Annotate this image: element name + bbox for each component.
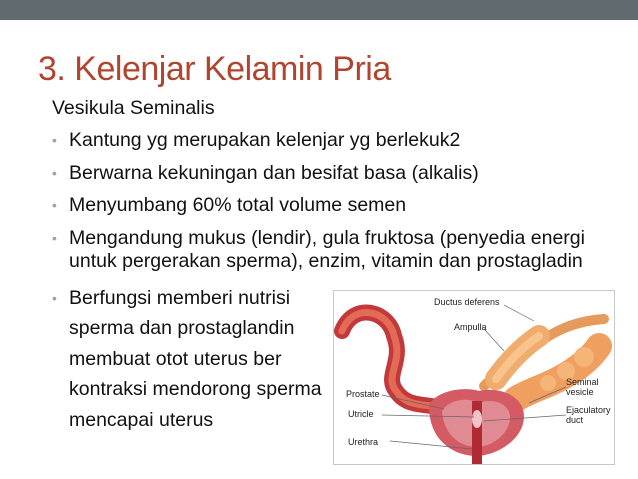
top-bar <box>0 0 638 20</box>
bullet-dot: • <box>52 229 57 246</box>
bullet-text: Berwarna kekuningan dan besifat basa (alkalis) <box>69 161 479 184</box>
label-seminal-vesicle: Seminal <box>566 377 599 387</box>
bullet-item <box>52 194 612 218</box>
slide-subtitle: Vesikula Seminalis <box>52 97 215 119</box>
slide-title: 3. Kelenjar Kelamin Pria <box>38 50 391 88</box>
label-seminal-vesicle: vesicle <box>566 387 594 397</box>
anatomy-illustration <box>333 290 615 465</box>
label-ejaculatory-duct: duct <box>566 415 584 425</box>
bullet-text: Berfungsi memberi nutrisi sperma dan prostaglandin membuat otot uterus ber kontraksi mendorong sperma mencapai uterus <box>69 286 322 431</box>
label-urethra: Urethra <box>348 437 379 447</box>
label-ampulla: Ampulla <box>454 322 487 332</box>
bullet-text: Kantung yg merupakan kelenjar yg berlekuk2 <box>69 129 461 151</box>
label-ductus-deferens: Ductus deferens <box>434 297 500 307</box>
bullet-dot: • <box>52 132 57 148</box>
bullet-text: Menyumbang 60% total volume semen <box>69 194 407 216</box>
bullet-text: Mengandung mukus (lendir), gula fruktosa (penyedia energi untuk pergerakan sperma), enzim, vitamin dan prostagladin <box>69 226 585 272</box>
label-utricle: Utricle <box>348 409 374 419</box>
label-ejaculatory-duct: Ejaculatory <box>566 405 611 415</box>
bullet-item <box>52 227 612 274</box>
bullet-dot: • <box>52 197 57 213</box>
label-prostate: Prostate <box>346 389 380 399</box>
bullet-item <box>52 162 612 186</box>
bullet-item <box>52 129 612 153</box>
bullet-dot: • <box>52 289 57 306</box>
bullet-dot: • <box>52 164 57 181</box>
